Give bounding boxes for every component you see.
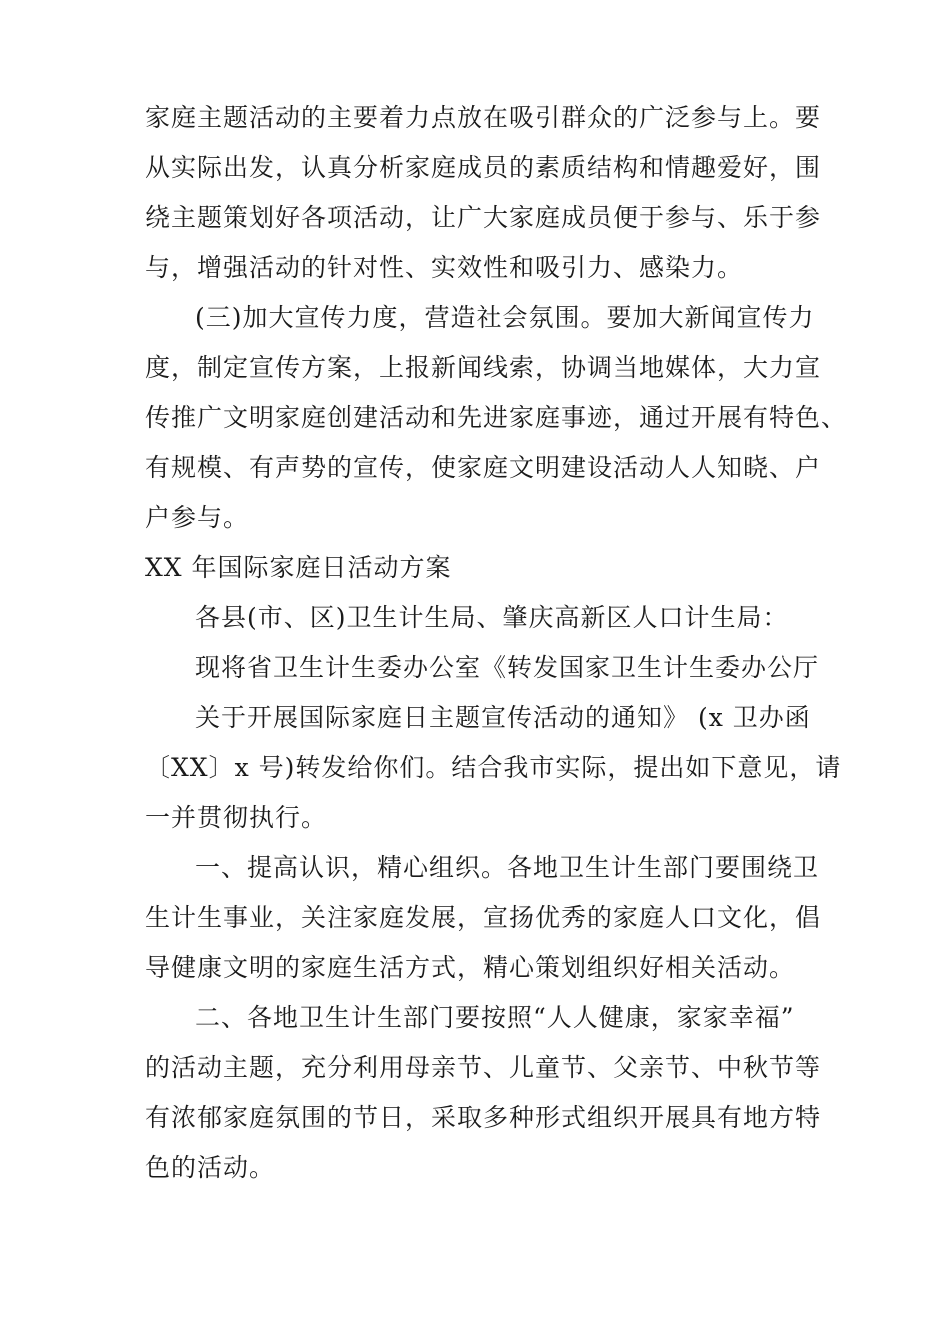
text-line: 户参与。 [145, 503, 250, 532]
section-heading: XX 年国际家庭日活动方案 [145, 553, 452, 582]
text-line: 一并贯彻执行。 [145, 803, 328, 832]
text-line: 从实际出发，认真分析家庭成员的素质结构和情趣爱好，围 [145, 153, 822, 182]
text-line: (三)加大宣传力度，营造社会氛围。要加大新闻宣传力 [195, 303, 815, 332]
text-line: 与，增强活动的针对性、实效性和吸引力、感染力。 [145, 253, 744, 282]
text-line: 二、各地卫生计生部门要按照“人人健康，家家幸福” [195, 1003, 795, 1032]
text-line: 色的活动。 [145, 1153, 276, 1182]
text-line: 家庭主题活动的主要着力点放在吸引群众的广泛参与上。要 [145, 103, 822, 132]
text-line: 的活动主题，充分利用母亲节、儿童节、父亲节、中秋节等 [145, 1053, 822, 1082]
text-line: 绕主题策划好各项活动，让广大家庭成员便于参与、乐于参 [145, 203, 822, 232]
text-line: 生计生事业，关注家庭发展，宣扬优秀的家庭人口文化，倡 [145, 903, 822, 932]
text-line: 一、提高认识，精心组织。各地卫生计生部门要围绕卫 [195, 853, 820, 882]
text-line: 〔XX〕x 号)转发给你们。结合我市实际，提出如下意见，请 [145, 753, 842, 782]
text-line: 现将省卫生计生委办公室《转发国家卫生计生委办公厅 [195, 653, 820, 682]
text-line: 关于开展国际家庭日主题宣传活动的通知》 (x 卫办函 [195, 703, 811, 732]
text-line: 各县(市、区)卫生计生局、肇庆高新区人口计生局： [195, 603, 789, 632]
text-line: 有规模、有声势的宣传，使家庭文明建设活动人人知晓、户 [145, 453, 822, 482]
text-line: 传推广文明家庭创建活动和先进家庭事迹，通过开展有特色、 [145, 403, 848, 432]
text-line: 有浓郁家庭氛围的节日，采取多种形式组织开展具有地方特 [145, 1103, 822, 1132]
text-line: 导健康文明的家庭生活方式，精心策划组织好相关活动。 [145, 953, 796, 982]
text-line: 度，制定宣传方案，上报新闻线索，协调当地媒体，大力宣 [145, 353, 822, 382]
